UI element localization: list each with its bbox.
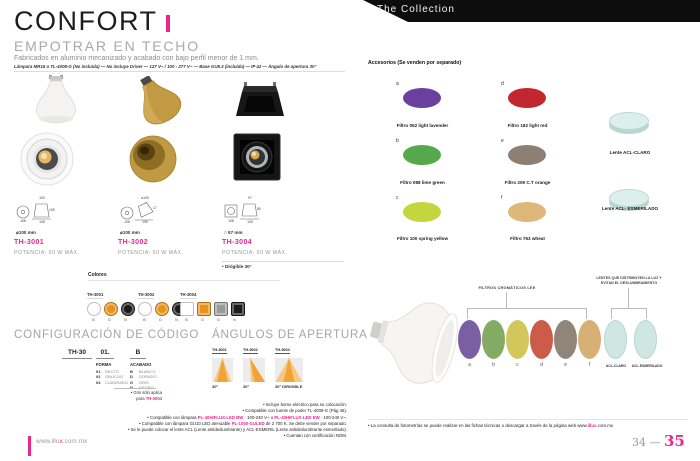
acabado-code: N	[130, 385, 133, 391]
collection-banner-title: The Collection	[377, 4, 455, 15]
diagram-letter: b	[492, 362, 495, 368]
colores-group-th3002	[138, 283, 186, 322]
page-title: CONFORT	[14, 6, 158, 36]
dim-top: 97	[248, 196, 252, 200]
dim-top: 100	[39, 196, 45, 200]
color-swatch-negro	[121, 302, 135, 316]
page-number-right: 35	[664, 432, 685, 450]
swatch-letter: B	[185, 318, 188, 322]
page-header	[14, 6, 170, 37]
acabado-name: GRIS	[139, 379, 149, 385]
acabado-code: D	[130, 374, 133, 380]
colores-group-model: TH-3001	[87, 292, 104, 297]
lens-label: Lente ACL- ESMERILADO	[601, 206, 659, 211]
forma-name: RECTO	[105, 369, 119, 374]
product-photo-front-gold-downlight	[128, 134, 178, 184]
dim-top: ⌀100	[141, 196, 149, 200]
filter-swatch-light-red	[508, 88, 546, 108]
filter-swatch-spring-yellow	[403, 202, 441, 222]
page-numbers: 34 — 35	[632, 432, 685, 450]
colores-group-model: TH-3004	[180, 292, 197, 297]
diagram-letter: c	[516, 362, 519, 368]
product-photo-front-black-square-downlight	[232, 132, 282, 184]
dimension-diagram	[224, 196, 264, 230]
product-power: POTENCIA: 50 W MÁX.	[222, 250, 288, 256]
color-swatch-dorado	[155, 302, 169, 316]
angle-diagram-th3004	[275, 338, 305, 389]
footnote-line: • Compatible con lámpara PL-40HIFLUX-LED BW · 100-240 V~ o PL-40HIFLUX-LED EW · 100-240 V~.	[147, 414, 347, 420]
website-url: www.illux.com.mx	[36, 438, 88, 445]
config-note-model: TH-3004	[145, 395, 162, 401]
spec-line: Lámpara MR16 o TL-4008-G (No incluida) — No incluye Driver — 127 V~ / 100 - 277 V~ — Base GU5.3 (incluida) — IP 42 — Ángulo de apertura 30°	[14, 64, 317, 69]
diagram-letter: f	[588, 362, 591, 368]
product-model: TH-3002	[118, 239, 149, 246]
colores-divider	[88, 280, 280, 281]
filter-letter: c	[396, 195, 399, 201]
forma-code: 02	[96, 374, 101, 380]
forma-code: 01	[96, 369, 101, 374]
diagram-lentes-heading: LENTES QUE DISTRIBUYEN LA LUZ Y EVITAN EL DESLUMBRAMIENTO	[596, 276, 662, 285]
filter-swatch-lavender	[403, 88, 441, 108]
forma-name: OBLICUO	[105, 374, 124, 380]
dim-side: 80	[257, 207, 261, 211]
filtros-bracket	[467, 308, 587, 319]
forma-code: 04	[96, 379, 101, 385]
filter-label: Filtro 182 light red	[507, 123, 548, 128]
forma-label: FORMA	[96, 362, 112, 367]
dim-bottom: 108	[39, 220, 45, 224]
diagram-filtros-heading: FILTROS CROMÁTICOS LEE	[478, 285, 536, 290]
config-note-divider	[114, 388, 156, 389]
product-photo-top-gold-cone	[126, 76, 190, 126]
angle-diagram-th3001	[212, 338, 236, 389]
diagram-swatch-e	[554, 320, 577, 359]
forma-name: CUADRADO	[105, 379, 128, 385]
acabado-name: NEGRO	[139, 385, 154, 391]
code-part-acabado: B	[130, 349, 146, 359]
config-note-line1: • Gris sólo aplica	[130, 390, 162, 395]
forma-options	[96, 362, 128, 385]
filter-label: Filtro 088 lime green	[400, 180, 445, 185]
acabado-code: G	[130, 379, 134, 385]
colores-group-th3004	[180, 283, 245, 322]
product-card-th3001	[14, 74, 114, 270]
config-heading: CONFIGURACIÓN DE CÓDIGO	[14, 329, 200, 341]
page-subtitle: EMPOTRAR EN TECHO	[14, 38, 200, 54]
filter-letter: f	[501, 195, 503, 201]
left-footnotes	[120, 402, 347, 440]
swatch-letter: B	[143, 318, 146, 322]
diagram-letter: a	[468, 362, 471, 368]
color-swatch-dorado	[197, 302, 211, 316]
acabado-name: BLANCO	[139, 369, 156, 374]
colores-heading: Colores	[88, 272, 107, 278]
cutout-size: ⌀100 mm	[120, 230, 140, 235]
diagram-swatch-d	[530, 320, 553, 359]
colores-group-th3001	[87, 283, 135, 322]
brand-accent-bar	[28, 436, 31, 456]
color-swatch-blanco	[138, 302, 152, 316]
color-swatch-blanco	[87, 302, 101, 316]
product-power: POTENCIA: 50 W MÁX.	[118, 250, 184, 256]
filter-letter: d	[501, 81, 504, 87]
swatch-letter: D	[201, 318, 204, 322]
filter-letter: a	[396, 81, 399, 87]
product-power: POTENCIA: 50 W MÁX.	[14, 250, 80, 256]
angle-value: 30° DIRIGIBLE	[275, 384, 303, 389]
diagram-swatch-a	[458, 320, 481, 359]
color-swatch-blanco	[180, 302, 194, 316]
filter-label: Filtro 763 wheat	[510, 236, 545, 241]
product-model: TH-3001	[14, 239, 45, 246]
filter-swatch-ct-orange	[508, 145, 546, 165]
angle-value: 30°	[212, 384, 219, 389]
diagram-letter: e	[564, 362, 567, 368]
angle-diagram-th3002	[243, 338, 268, 389]
product-photo-top-black-square	[232, 82, 288, 122]
footnote-line: • Se le puede colocar el lente ACL (Lente antideslumbrante) y ACL-ESMERIL (Lente antideslumbrante esmerilado).	[127, 427, 347, 433]
diagram-lens-claro	[604, 320, 627, 359]
swatch-letter: D	[159, 318, 162, 322]
lens-label: Lente ACL-CLARO	[609, 150, 651, 155]
diagram-lens-esmerilado	[634, 320, 657, 359]
dim-side: 17	[153, 206, 157, 210]
angle-model: TH-3001	[212, 348, 227, 352]
angulos-heading: ÁNGULOS DE APERTURA	[212, 329, 368, 341]
angle-value: 30°	[243, 384, 250, 389]
acabado-name: DORADO	[139, 374, 157, 380]
filter-letter: e	[501, 138, 504, 144]
angle-model: TH-3004	[275, 348, 290, 352]
filter-label: Filtro 209 C.T orange	[504, 180, 551, 185]
acabado-label: ACABADO	[130, 362, 152, 367]
diagram-lens-label: ACL-ESMERILADO	[631, 364, 663, 368]
swatch-letter: G	[217, 318, 220, 322]
lens-photo-claro	[609, 112, 649, 134]
bracket-stub	[628, 288, 629, 308]
diagram-swatch-b	[482, 320, 505, 359]
dim-bottom: 105	[247, 220, 253, 224]
footnote-line: • Cuentan con certificación NOM.	[283, 433, 347, 439]
acabado-code: B	[130, 369, 133, 374]
config-note-line2: para	[136, 395, 146, 401]
colores-group-model: TH-3002	[138, 292, 155, 297]
dimension-diagram	[120, 196, 160, 230]
dim-left: 108	[124, 220, 130, 224]
right-footnote: • La consulta de fotometrías se puede realizar en las fichas técnicas o descargar a través de la página web www.illux.com.mx	[368, 423, 614, 428]
header-divider	[14, 71, 345, 72]
accesorios-heading: Accesorios (Se venden por separado)	[368, 60, 462, 66]
dimension-diagram	[16, 196, 56, 230]
color-swatch-gris	[214, 302, 228, 316]
code-part-family: TH-30	[62, 349, 92, 359]
product-card-th3002	[118, 74, 218, 270]
product-model: TH-3004	[222, 239, 253, 246]
color-swatch-dorado	[104, 302, 118, 316]
bracket-stub	[506, 292, 507, 308]
dim-bottom: 105	[142, 220, 148, 224]
swatch-letter: B	[92, 318, 95, 322]
lentes-bracket	[611, 308, 647, 319]
swatch-letter: N	[124, 318, 127, 322]
diagram-lens-label: ACL-CLARO	[605, 364, 627, 368]
swatch-letter: D	[108, 318, 111, 322]
product-card-th3004	[222, 74, 322, 270]
cutout-size: □ 97 mm	[224, 230, 243, 235]
code-part-forma: 01.	[96, 349, 114, 359]
cutout-size: ⌀100 mm	[16, 230, 36, 235]
footnote-line: • Compatible con lámpara GU10 LED atenuable PL-1000-GULED de 2 700 K. Se debe vender por separado.	[139, 420, 347, 426]
filter-label: Filtro 052 light lavender	[396, 123, 449, 128]
page-description: Fabricados en aluminio mecanizado y acabado con bajo perfil menor de 1 mm.	[14, 55, 259, 62]
product-photo-top-white-cone	[30, 75, 82, 125]
diagram-swatch-f	[578, 320, 601, 359]
color-swatch-negro	[231, 302, 245, 316]
lamp-illustration	[370, 293, 458, 388]
dim-left: 108	[228, 219, 234, 223]
footnote-line: • Incluye borne eléctrico para su colocación.	[263, 402, 347, 407]
angle-model: TH-3002	[243, 348, 258, 352]
filter-swatch-lime-green	[403, 145, 441, 165]
diagram-letter: d	[540, 362, 543, 368]
swatch-letter: N	[175, 318, 178, 322]
product-photo-front-white-downlight	[20, 132, 74, 186]
product-note-divider	[222, 261, 344, 262]
footnote-line: • Compatible con fuente de poder TL-4008-G (Pág 46).	[242, 408, 347, 414]
product-note: • Dirigible 30°	[222, 264, 252, 269]
filter-letter: b	[396, 138, 399, 144]
title-accent-bar	[166, 15, 170, 32]
diagram-swatch-c	[506, 320, 529, 359]
config-note	[114, 390, 162, 401]
page-number-left: 34	[632, 436, 646, 449]
beam-main	[243, 358, 265, 382]
dim-left: 108	[20, 219, 26, 223]
acabado-options	[130, 362, 157, 391]
filter-label: Filtro 100 spring yellow	[396, 236, 449, 241]
dim-side: 105	[49, 208, 55, 212]
right-footnote-divider	[368, 419, 688, 420]
swatch-letter: N	[233, 318, 236, 322]
filter-swatch-wheat	[508, 202, 546, 222]
